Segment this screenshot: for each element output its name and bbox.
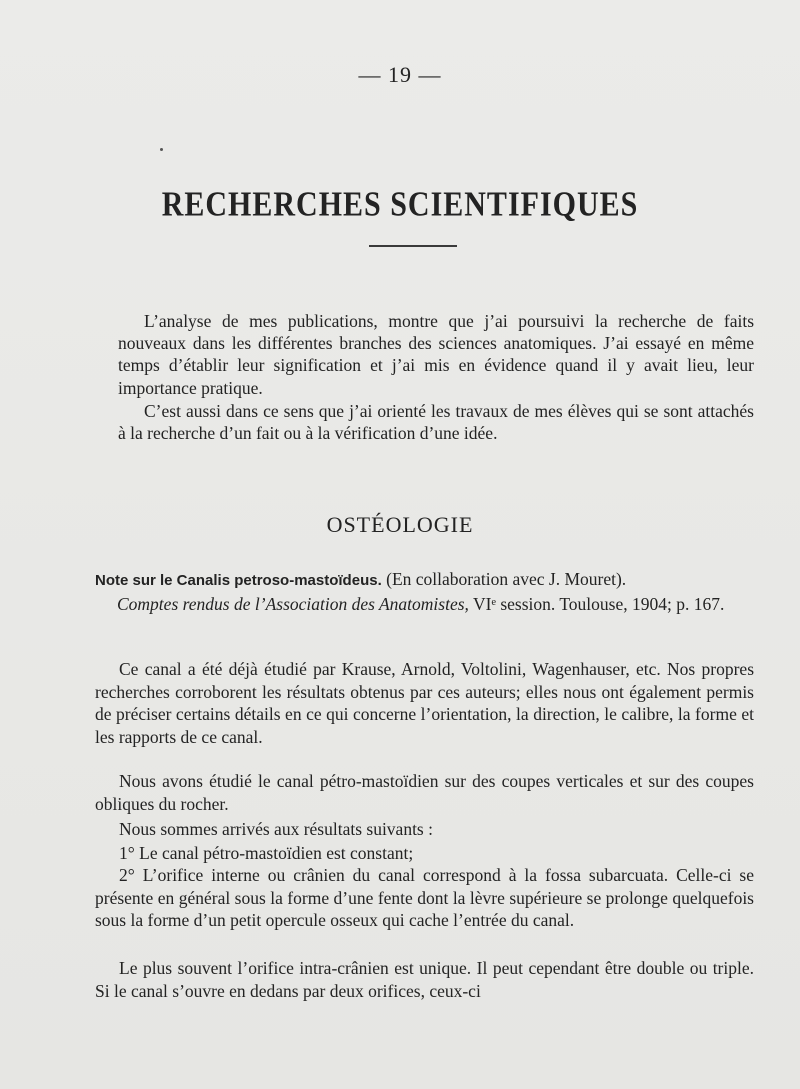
section-title: OSTÉOLOGIE [326, 512, 474, 537]
title-divider [369, 245, 457, 247]
body-paragraph-4: 1° Le canal pétro-mastoïdien est constant; [119, 843, 414, 863]
page-number: — 19 — [358, 62, 442, 87]
reference-details: VIᵉ session. Toulouse, 1904; [473, 593, 672, 614]
body-paragraph-6: Le plus souvent l’orifice intra-crânien est unique. Il peut cependant être double ou triple. Si le canal s’ouvre en dedans par deux orifices, ceux-ci [95, 958, 754, 1001]
body-paragraph-3: Nous sommes arrivés aux résultats suivants : [119, 819, 433, 839]
page-title: RECHERCHES SCIENTIFIQUES [161, 185, 639, 224]
body-paragraph-2: Nous avons étudié le canal pétro-mastoïdien sur des coupes verticales et sur des coupes obliques du rocher. [95, 771, 754, 814]
ink-speck [160, 148, 163, 151]
intro-paragraph-1: L’analyse de mes publications, montre que j’ai poursuivi la recherche de faits nouveaux dans les différentes branches des sciences anatomiques. J’ai essayé en même temps d’établir leur signification et j’ai mis en évidence quand il y avait lieu, leur importance pratique. [118, 311, 754, 398]
body-paragraph-5: 2° L’orifice interne ou crânien du canal correspond à la fossa subarcuata. Celle-ci se présente en général sous la forme d’une fente dont la lèvre supérieure se prolonge quelquefois sous la forme d’un petit opercule osseux qui cache l’entrée du canal. [95, 865, 754, 931]
reference-entry [95, 568, 754, 615]
reference-journal: Comptes rendus de l’Association des Anatomistes, [117, 593, 469, 614]
reference-page: p. 167. [676, 593, 725, 614]
body-paragraph-1: Ce canal a été déjà étudié par Krause, Arnold, Voltolini, Wagenhauser, etc. Nos propres recherches corroborent les résultats obtenus par ces auteurs; elles nous ont également permis de préciser certains détails en ce qui concerne l’orientation, la direction, le calibre, la forme et les rapports de ce canal. [95, 659, 754, 747]
intro-paragraph-2: C’est aussi dans ce sens que j’ai orienté les travaux de mes élèves qui se sont attachés à la recherche d’un fait ou à la vérification d’une idée. [118, 401, 754, 444]
reference-title: Note sur le Canalis petroso-mastoïdeus. [95, 572, 382, 589]
reference-collab: (En collaboration avec J. Mouret). [386, 569, 627, 589]
